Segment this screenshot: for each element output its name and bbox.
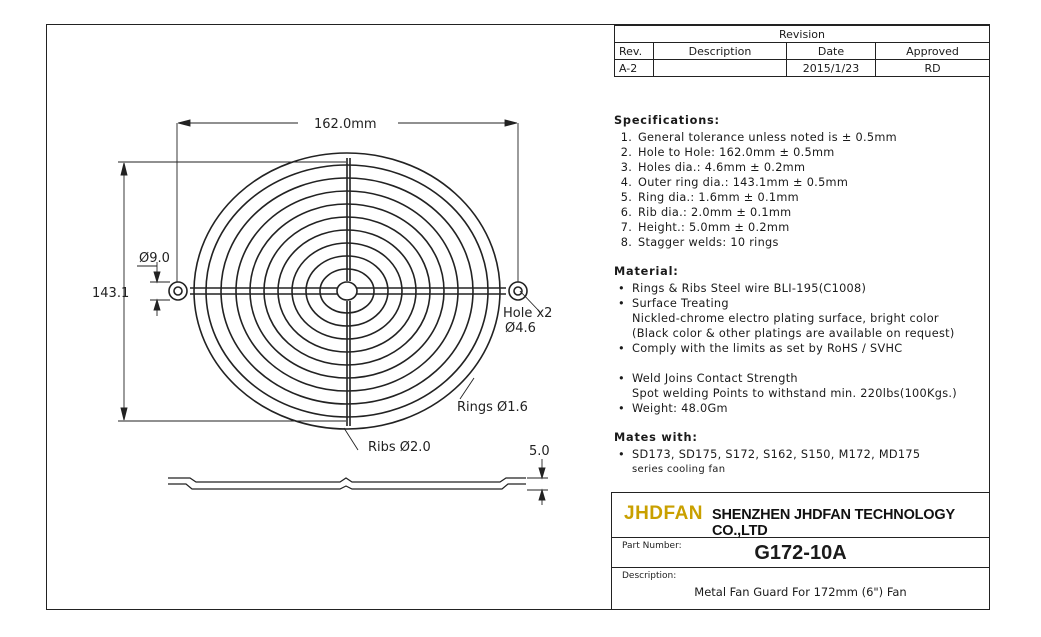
material-item: (Black color & other platings are available on request): [632, 327, 955, 340]
spec-item: 8. Stagger welds: 10 rings: [636, 235, 984, 250]
mates-heading: Mates with:: [614, 431, 698, 444]
material-item: • Weld Joins Contact Strength: [632, 371, 984, 386]
company-name: SHENZHEN JHDFAN TECHNOLOGY CO.,LTD: [712, 507, 955, 539]
company-row: [612, 493, 989, 538]
material-item: Spot welding Points to withstand min. 220lbs(100Kgs.): [632, 387, 957, 400]
rings-label: Rings Ø1.6: [457, 400, 528, 415]
spec-item: 3. Holes dia.: 4.6mm ± 0.2mm: [636, 160, 984, 175]
title-block: [611, 492, 990, 610]
dim-hole-center-label: Ø9.0: [139, 251, 170, 266]
part-number: G172-10A: [754, 542, 847, 564]
specifications-heading: Specifications:: [614, 114, 720, 127]
hole-dia-label: Ø4.6: [505, 321, 536, 336]
ribs-label: Ribs Ø2.0: [368, 440, 431, 455]
approved-value: RD: [876, 60, 990, 77]
material-item: • Weight: 48.0Gm: [632, 401, 984, 416]
notes-panel: [614, 113, 984, 477]
material-list: [614, 281, 984, 416]
material-heading: Material:: [614, 265, 679, 278]
side-profile: [168, 478, 526, 489]
list-spacer: [632, 356, 984, 371]
part-number-label: Part Number:: [622, 541, 682, 551]
dim-height-label: 143.1: [92, 286, 130, 301]
approved-header: Approved: [876, 43, 990, 60]
part-description: Metal Fan Guard For 172mm (6") Fan: [694, 585, 907, 599]
spec-item: 7. Height.: 5.0mm ± 0.2mm: [636, 220, 984, 235]
description-header: Description: [654, 43, 787, 60]
part-number-row: [612, 537, 989, 568]
spec-item: 6. Rib dia.: 2.0mm ± 0.1mm: [636, 205, 984, 220]
mates-item: • SD173, SD175, S172, S162, S150, M172, MD175: [632, 447, 984, 462]
spec-item: 1. General tolerance unless noted is ± 0.5mm: [636, 130, 984, 145]
hole-label: Hole x2: [503, 306, 553, 321]
spec-item: 2. Hole to Hole: 162.0mm ± 0.5mm: [636, 145, 984, 160]
height-label: 5.0: [529, 444, 550, 459]
description-row: [612, 567, 989, 609]
mates-list: [614, 447, 984, 477]
material-item: • Comply with the limits as set by RoHS / SVHC: [632, 341, 984, 356]
specifications-list: [614, 130, 984, 250]
mates-item: series cooling fan: [632, 464, 726, 475]
rev-header: Rev.: [615, 43, 654, 60]
material-item: Nickled-chrome electro plating surface, bright color: [632, 312, 939, 325]
dim-width-label: 162.0mm: [314, 117, 377, 132]
description-value: [654, 60, 787, 77]
material-item: • Surface Treating: [632, 296, 984, 311]
spec-item: 4. Outer ring dia.: 143.1mm ± 0.5mm: [636, 175, 984, 190]
revision-table: [614, 25, 990, 77]
spec-item: 5. Ring dia.: 1.6mm ± 0.1mm: [636, 190, 984, 205]
description-label: Description:: [622, 571, 677, 581]
material-item: • Rings & Ribs Steel wire BLI-195(C1008): [632, 281, 984, 296]
dimension-lines: [118, 120, 548, 505]
date-value: 2015/1/23: [787, 60, 876, 77]
rev-value: A-2: [615, 60, 654, 77]
company-logo: JHDFAN: [624, 503, 704, 524]
date-header: Date: [787, 43, 876, 60]
revision-title: Revision: [615, 26, 990, 43]
